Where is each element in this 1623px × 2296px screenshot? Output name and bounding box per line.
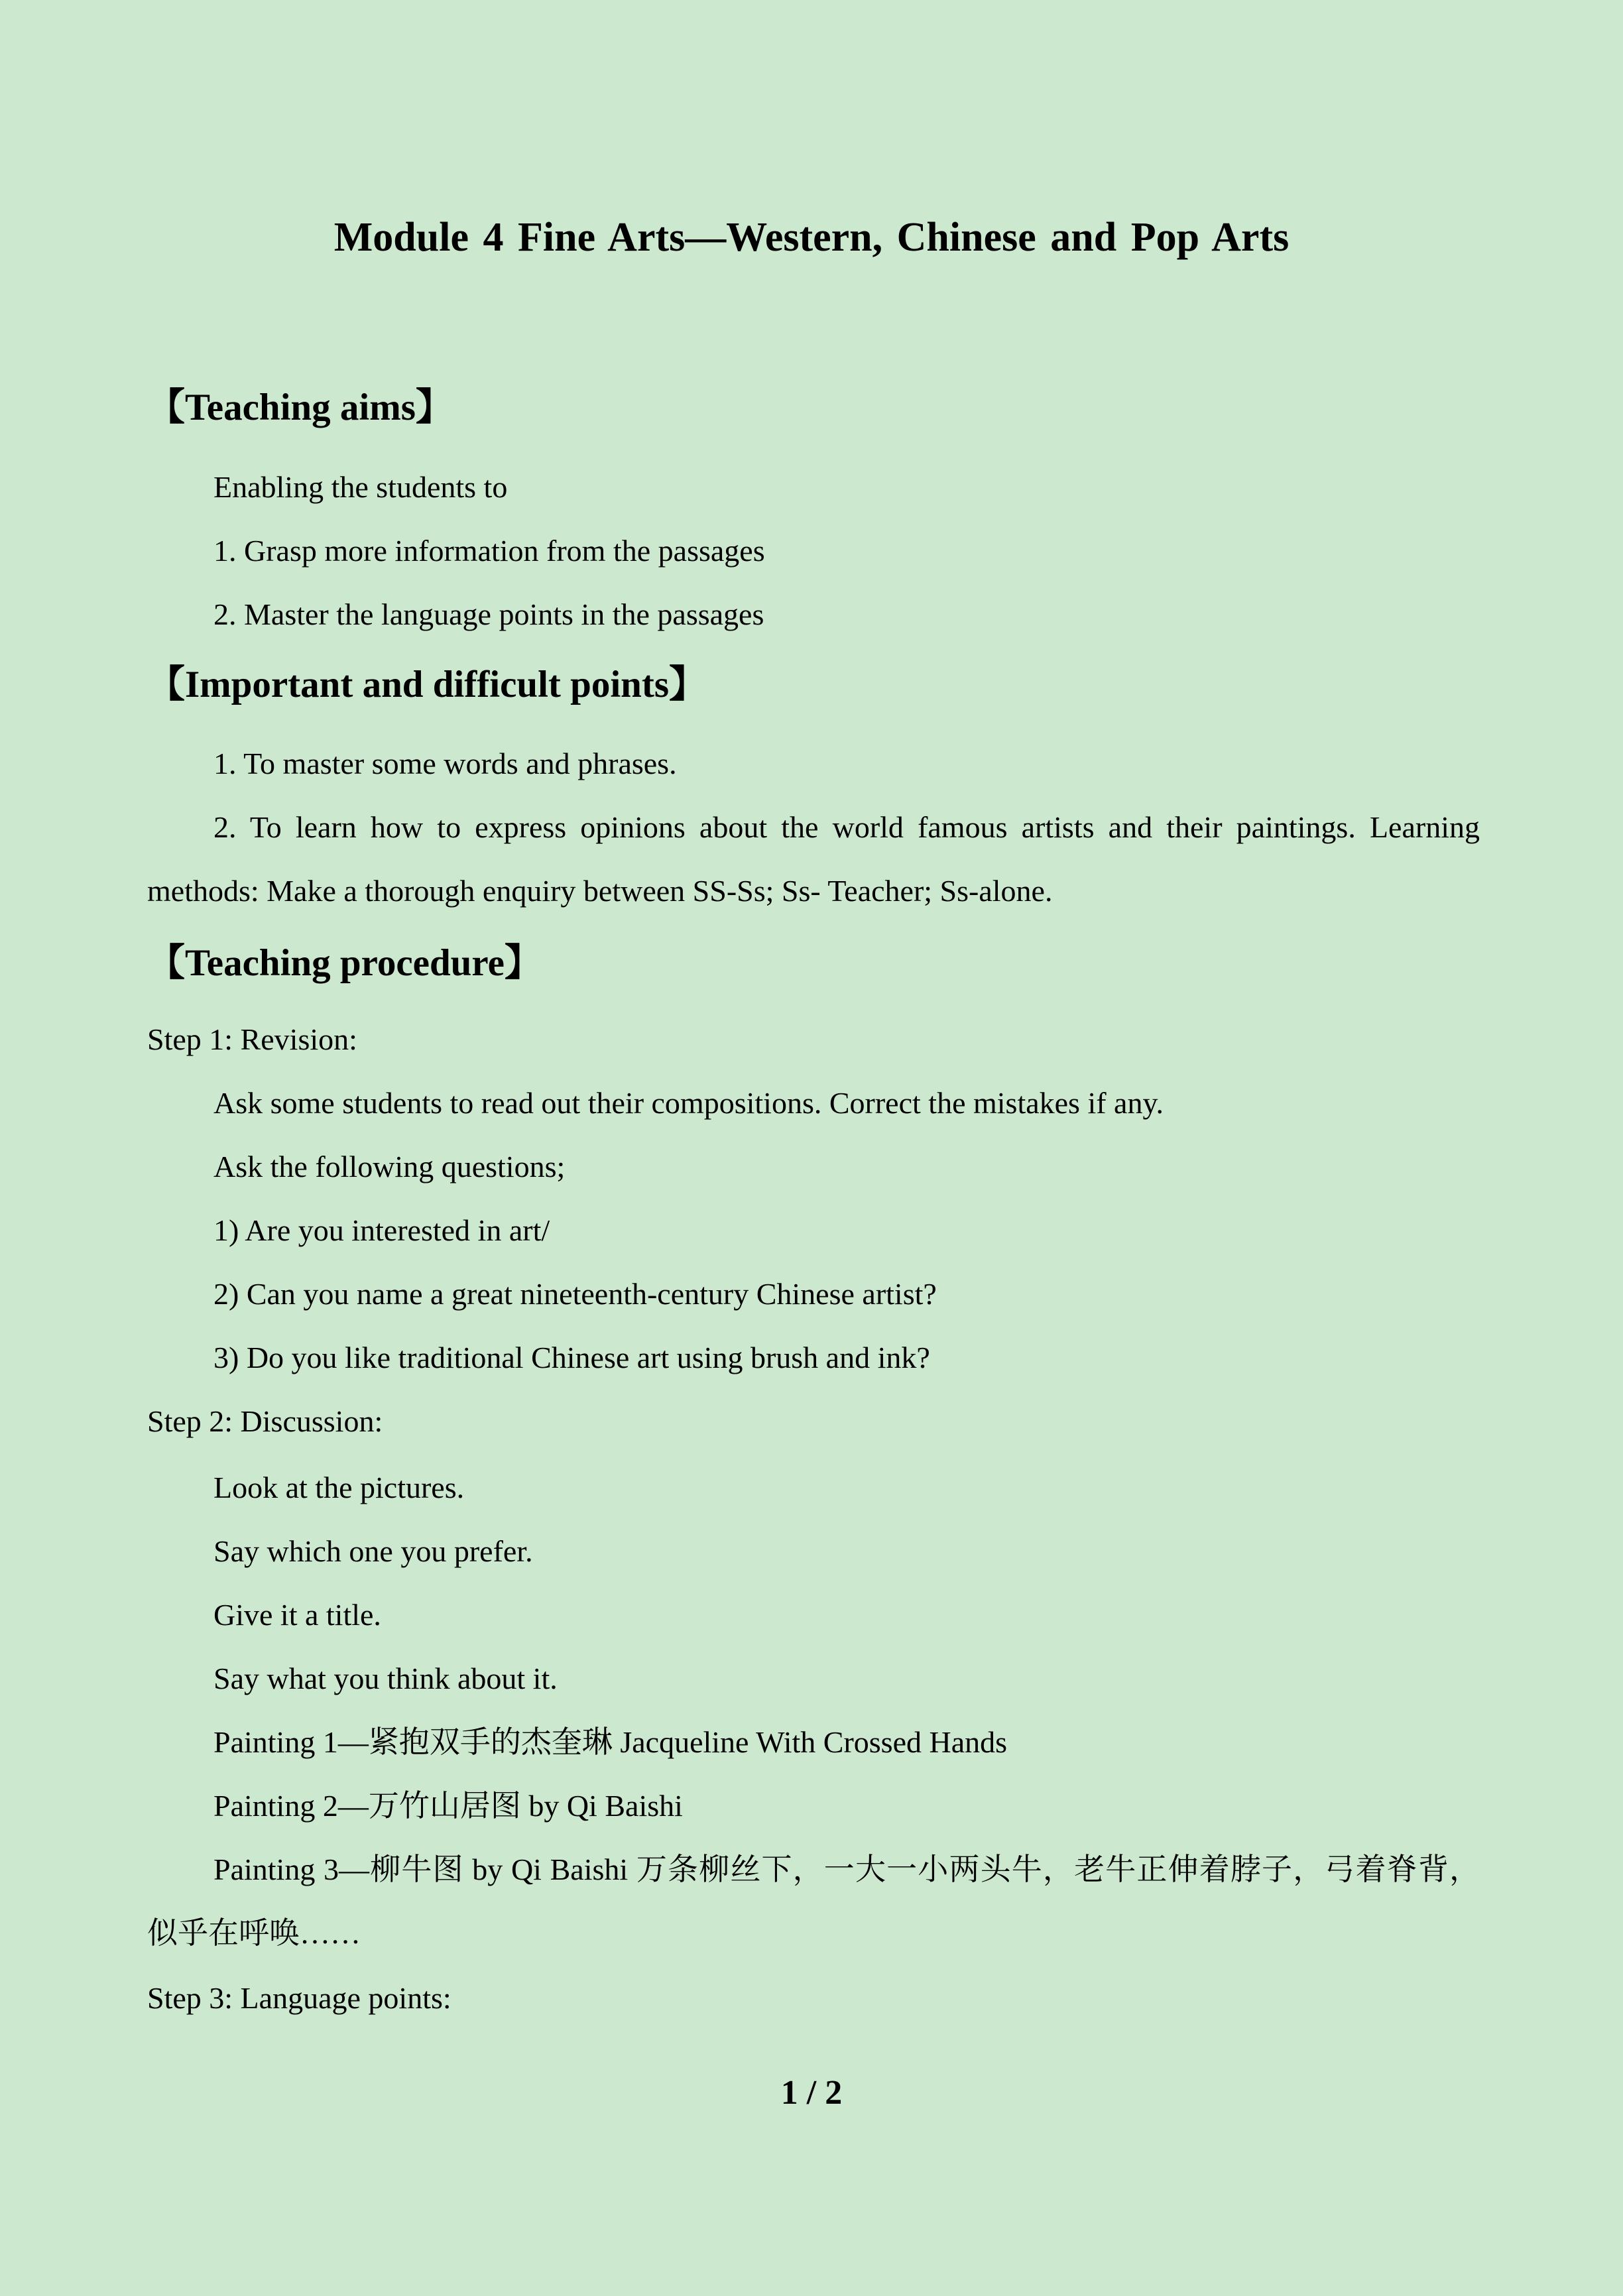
step-heading: Step 1: Revision: (147, 1022, 357, 1056)
points-paragraph: 2. To learn how to express opinions about the world famous artists and their paintings. Learning methods: Make a thorough enquiry between SS-Ss; Ss- Teacher; Ss-alone. (147, 810, 1480, 908)
heading-teaching-aims: 【Teaching aims】 (147, 387, 453, 428)
step-line: Say what you think about it. (213, 1662, 558, 1695)
page-title: Module 4 Fine Arts—Western, Chinese and Pop Arts (333, 215, 1290, 260)
heading-teaching-procedure: 【Teaching procedure】 (147, 942, 542, 984)
step-line: Ask some students to read out their compositions. Correct the mistakes if any. (213, 1086, 1164, 1120)
step-line: Give it a title. (213, 1598, 381, 1632)
heading-important-points: 【Important and difficult points】 (147, 664, 707, 705)
points-line: 1. To master some words and phrases. (213, 747, 677, 780)
step-line: Say which one you prefer. (213, 1534, 533, 1568)
step-line: 2) Can you name a great nineteenth-century Chinese artist? (213, 1277, 937, 1311)
step-line: Ask the following questions; (213, 1150, 566, 1183)
aims-line: 2. Master the language points in the passages (213, 597, 764, 631)
step-heading: Step 2: Discussion: (147, 1404, 383, 1438)
step-line: 1) Are you interested in art/ (213, 1213, 550, 1247)
step-line: Look at the pictures. (213, 1471, 465, 1504)
step-line: 3) Do you like traditional Chinese art using brush and ink? (213, 1341, 930, 1374)
page-number: 1 / 2 (780, 2074, 843, 2112)
step-line: Painting 2—万竹山居图 by Qi Baishi (213, 1789, 683, 1823)
aims-line: 1. Grasp more information from the passages (213, 534, 765, 568)
step-line: Painting 1—紧抱双手的杰奎琳 Jacqueline With Crossed Hands (213, 1725, 1008, 1759)
aims-line: Enabling the students to (213, 470, 508, 504)
painting3-paragraph: Painting 3—柳牛图 by Qi Baishi 万条柳丝下，一大一小两头牛，老牛正伸着脖子，弓着脊背，似乎在呼唤…… (147, 1852, 1480, 1950)
step-heading: Step 3: Language points: (147, 1981, 451, 2015)
